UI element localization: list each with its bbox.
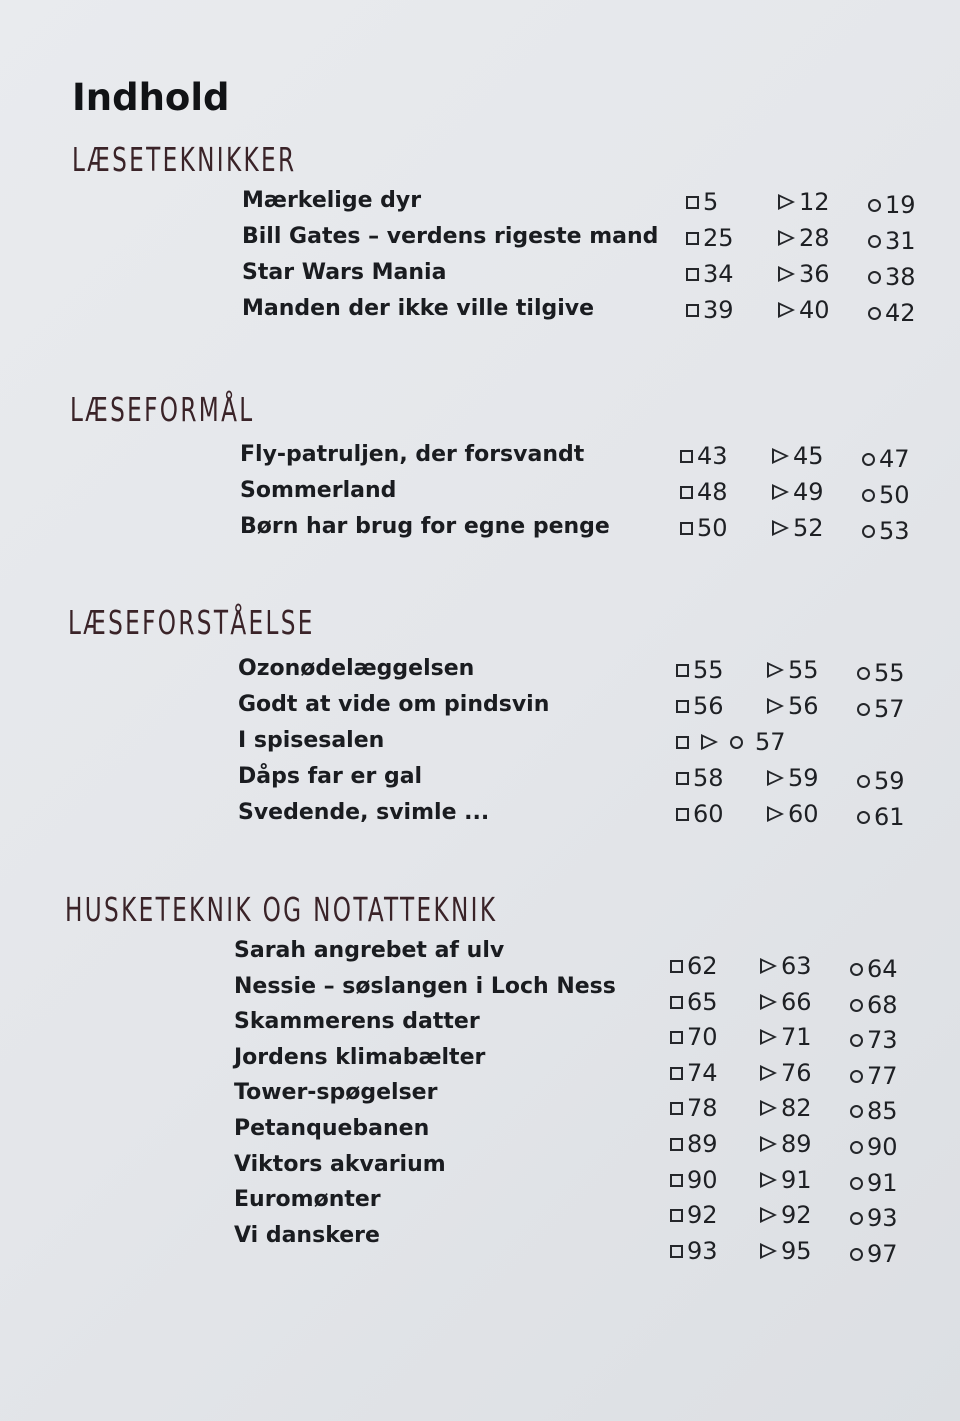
- triangle-outline-icon: [767, 770, 784, 786]
- circle-outline-icon: [868, 235, 881, 248]
- entry-title: Petanquebanen: [234, 1116, 430, 1141]
- square-outline-icon: [686, 268, 699, 281]
- entry-circle-ref: [850, 1133, 898, 1161]
- page-number: 57: [755, 728, 786, 756]
- square-outline-icon: [676, 664, 689, 677]
- entry-square-ref: [680, 478, 728, 506]
- entry-title: Godt at vide om pindsvin: [238, 692, 550, 717]
- circle-outline-icon: [850, 1070, 863, 1083]
- entry-circle-ref: [857, 695, 905, 723]
- entry-triangle-ref: [760, 1023, 812, 1051]
- triangle-outline-icon: [772, 520, 789, 536]
- square-outline-icon: [680, 450, 693, 463]
- circle-outline-icon: [857, 703, 870, 716]
- entry-square-ref: [680, 514, 728, 542]
- entry-circle-ref: [857, 767, 905, 795]
- section-heading: LÆSEFORMÅL: [70, 390, 255, 429]
- page-number: 19: [885, 191, 916, 219]
- square-outline-icon: [670, 1209, 683, 1222]
- page-number: 57: [874, 695, 905, 723]
- page-number: 64: [867, 955, 898, 983]
- entry-title: Svedende, svimle ...: [238, 800, 490, 825]
- square-outline-icon: [686, 196, 699, 209]
- entry-title: Fly-patruljen, der forsvandt: [240, 442, 585, 467]
- triangle-outline-icon: [772, 484, 789, 500]
- entry-square-ref: [670, 988, 718, 1016]
- page-number: 91: [781, 1166, 812, 1194]
- circle-outline-icon: [850, 1212, 863, 1225]
- triangle-outline-icon: [778, 230, 795, 246]
- square-outline-icon: [686, 304, 699, 317]
- page-number: 90: [867, 1133, 898, 1161]
- entry-title: Børn har brug for egne penge: [240, 514, 610, 539]
- page-number: 63: [781, 952, 812, 980]
- square-outline-icon: [670, 1245, 683, 1258]
- page-number: 39: [703, 296, 734, 324]
- page-number: 5: [703, 188, 719, 216]
- page-number: 92: [687, 1201, 718, 1229]
- circle-outline-icon: [857, 775, 870, 788]
- circle-outline-icon: [850, 999, 863, 1012]
- square-outline-icon: [670, 1138, 683, 1151]
- entry-title: I spisesalen: [238, 728, 385, 753]
- circle-outline-icon: [868, 307, 881, 320]
- page-number: 77: [867, 1062, 898, 1090]
- square-outline-icon: [670, 960, 683, 973]
- triangle-outline-icon: [767, 698, 784, 714]
- page-number: 52: [793, 514, 824, 542]
- entry-triangle-ref: [760, 1094, 812, 1122]
- triangle-outline-icon: [760, 1065, 777, 1081]
- triangle-outline-icon: [778, 266, 795, 282]
- page-number: 53: [879, 517, 910, 545]
- page-number: 91: [867, 1169, 898, 1197]
- circle-outline-icon: [730, 736, 743, 749]
- circle-outline-icon: [850, 1105, 863, 1118]
- page-number: 78: [687, 1094, 718, 1122]
- square-outline-icon: [670, 1102, 683, 1115]
- page-number: 60: [693, 800, 724, 828]
- entry-circle-ref: [850, 1240, 898, 1268]
- page-number: 89: [687, 1130, 718, 1158]
- circle-outline-icon: [862, 525, 875, 538]
- entry-title: Sarah angrebet af ulv: [234, 938, 505, 963]
- square-outline-icon: [670, 1067, 683, 1080]
- page-number: 90: [687, 1166, 718, 1194]
- page-number: 25: [703, 224, 734, 252]
- entry-square-ref: [670, 1094, 718, 1122]
- circle-outline-icon: [850, 1248, 863, 1261]
- entry-triangle-ref: [760, 1130, 812, 1158]
- triangle-outline-icon: [760, 1172, 777, 1188]
- entry-triangle-ref: [767, 656, 819, 684]
- page-number: 97: [867, 1240, 898, 1268]
- page-number: 45: [793, 442, 824, 470]
- entry-title: Dåps far er gal: [238, 764, 423, 789]
- page-number: 12: [799, 188, 830, 216]
- circle-outline-icon: [868, 271, 881, 284]
- entry-triangle-ref: [760, 1237, 812, 1265]
- page-number: 36: [799, 260, 830, 288]
- entry-square-ref: [676, 800, 724, 828]
- triangle-outline-icon: [767, 662, 784, 678]
- circle-outline-icon: [850, 1141, 863, 1154]
- entry-triangle-ref: [772, 442, 824, 470]
- page-number: 59: [874, 767, 905, 795]
- entry-title: Star Wars Mania: [242, 260, 447, 285]
- entry-title: Jordens klimabælter: [234, 1045, 486, 1070]
- square-outline-icon: [676, 700, 689, 713]
- triangle-outline-icon: [778, 194, 795, 210]
- entry-triangle-ref: [778, 188, 830, 216]
- page-number: 58: [693, 764, 724, 792]
- page-number: 82: [781, 1094, 812, 1122]
- square-outline-icon: [676, 772, 689, 785]
- triangle-outline-icon: [760, 994, 777, 1010]
- entry-title: Viktors akvarium: [234, 1152, 446, 1177]
- triangle-outline-icon: [760, 958, 777, 974]
- square-outline-icon: [670, 996, 683, 1009]
- triangle-outline-icon: [772, 448, 789, 464]
- entry-triangle-ref: [767, 800, 819, 828]
- page-number: 47: [879, 445, 910, 473]
- triangle-outline-icon: [760, 1207, 777, 1223]
- entry-triangle-ref: [760, 1201, 812, 1229]
- square-outline-icon: [670, 1031, 683, 1044]
- page-number: 42: [885, 299, 916, 327]
- page-number: 76: [781, 1059, 812, 1087]
- page-number: 68: [867, 991, 898, 1019]
- page-number: 74: [687, 1059, 718, 1087]
- circle-outline-icon: [868, 199, 881, 212]
- page-number: 43: [697, 442, 728, 470]
- entry-square-ref: [686, 188, 718, 216]
- page-number: 48: [697, 478, 728, 506]
- page-number: 70: [687, 1023, 718, 1051]
- combined-ref: [676, 728, 786, 756]
- entry-square-ref: [676, 692, 724, 720]
- square-outline-icon: [680, 486, 693, 499]
- entry-square-ref: [670, 1237, 718, 1265]
- page-number: 34: [703, 260, 734, 288]
- entry-circle-ref: [850, 1097, 898, 1125]
- entry-circle-ref: [868, 227, 916, 255]
- entry-triangle-ref: [778, 224, 830, 252]
- page-number: 73: [867, 1026, 898, 1054]
- page-number: 50: [879, 481, 910, 509]
- entry-title: Tower-spøgelser: [234, 1080, 438, 1105]
- square-outline-icon: [680, 522, 693, 535]
- square-outline-icon: [676, 808, 689, 821]
- circle-outline-icon: [850, 963, 863, 976]
- entry-triangle-ref: [760, 1059, 812, 1087]
- page-number: 93: [687, 1237, 718, 1265]
- entry-circle-ref: [868, 263, 916, 291]
- entry-circle-ref: [868, 299, 916, 327]
- entry-square-ref: [680, 442, 728, 470]
- entry-square-ref: [670, 952, 718, 980]
- circle-outline-icon: [857, 667, 870, 680]
- triangle-outline-icon: [760, 1243, 777, 1259]
- page-number: 95: [781, 1237, 812, 1265]
- entry-square-ref: [686, 296, 734, 324]
- entry-title: Bill Gates – verdens rigeste mand: [242, 224, 659, 249]
- page-number: 60: [788, 800, 819, 828]
- entry-circle-ref: [850, 1062, 898, 1090]
- page-number: 40: [799, 296, 830, 324]
- section-heading: LÆSETEKNIKKER: [72, 140, 297, 179]
- triangle-outline-icon: [778, 302, 795, 318]
- square-outline-icon: [676, 736, 689, 749]
- circle-outline-icon: [850, 1177, 863, 1190]
- page-number: 50: [697, 514, 728, 542]
- page-number: 71: [781, 1023, 812, 1051]
- page-title: Indhold: [72, 76, 230, 119]
- circle-outline-icon: [857, 811, 870, 824]
- circle-outline-icon: [862, 453, 875, 466]
- page-number: 55: [693, 656, 724, 684]
- entry-triangle-ref: [760, 1166, 812, 1194]
- entry-triangle-ref: [772, 514, 824, 542]
- square-outline-icon: [686, 232, 699, 245]
- triangle-outline-icon: [767, 806, 784, 822]
- entry-square-ref: [686, 224, 734, 252]
- entry-circle-ref: [862, 445, 910, 473]
- page-number: 93: [867, 1204, 898, 1232]
- section-heading: HUSKETEKNIK OG NOTATTEKNIK: [65, 890, 498, 929]
- page-number: 92: [781, 1201, 812, 1229]
- entry-square-ref: [670, 1201, 718, 1229]
- circle-outline-icon: [862, 489, 875, 502]
- page-number: 59: [788, 764, 819, 792]
- entry-title: Euromønter: [234, 1187, 381, 1212]
- entry-circle-ref: [862, 517, 910, 545]
- entry-triangle-ref: [778, 260, 830, 288]
- entry-circle-ref: [857, 659, 905, 687]
- entry-triangle-ref: [760, 988, 812, 1016]
- entry-title: Vi danskere: [234, 1223, 380, 1248]
- entry-triangle-ref: [767, 764, 819, 792]
- entry-square-ref: [670, 1166, 718, 1194]
- entry-title: Nessie – søslangen i Loch Ness: [234, 974, 616, 999]
- entry-title: Skammerens datter: [234, 1009, 480, 1034]
- triangle-outline-icon: [760, 1029, 777, 1045]
- entry-square-ref: [676, 656, 724, 684]
- entry-circle-ref: [850, 991, 898, 1019]
- page-number: 38: [885, 263, 916, 291]
- page-number: 56: [788, 692, 819, 720]
- entry-title: Sommerland: [240, 478, 397, 503]
- entry-title: Manden der ikke ville tilgive: [242, 296, 595, 321]
- page-number: 28: [799, 224, 830, 252]
- entry-triangle-ref: [772, 478, 824, 506]
- circle-outline-icon: [850, 1034, 863, 1047]
- entry-circle-ref: [857, 803, 905, 831]
- entry-square-ref: [670, 1059, 718, 1087]
- page-number: 55: [874, 659, 905, 687]
- page-number: 55: [788, 656, 819, 684]
- square-outline-icon: [670, 1174, 683, 1187]
- section-heading: LÆSEFORSTÅELSE: [68, 603, 315, 642]
- entry-circle-ref: [850, 955, 898, 983]
- entry-circle-ref: [850, 1026, 898, 1054]
- entry-circle-ref: [850, 1204, 898, 1232]
- entry-circle-ref: [850, 1169, 898, 1197]
- page-number: 85: [867, 1097, 898, 1125]
- page-number: 31: [885, 227, 916, 255]
- entry-title: Ozonødelæggelsen: [238, 656, 475, 681]
- page-number: 62: [687, 952, 718, 980]
- page-number: 56: [693, 692, 724, 720]
- entry-circle-ref: [868, 191, 916, 219]
- entry-square-ref: [670, 1130, 718, 1158]
- entry-circle-ref: [862, 481, 910, 509]
- triangle-outline-icon: [701, 734, 718, 750]
- entry-triangle-ref: [767, 692, 819, 720]
- triangle-outline-icon: [760, 1100, 777, 1116]
- entry-title: Mærkelige dyr: [242, 188, 422, 213]
- page-number: 49: [793, 478, 824, 506]
- entry-triangle-ref: [760, 952, 812, 980]
- page-number: 66: [781, 988, 812, 1016]
- triangle-outline-icon: [760, 1136, 777, 1152]
- entry-square-ref: [670, 1023, 718, 1051]
- entry-triangle-ref: [778, 296, 830, 324]
- page-number: 65: [687, 988, 718, 1016]
- page-number: 61: [874, 803, 905, 831]
- page-number: 89: [781, 1130, 812, 1158]
- entry-square-ref: [686, 260, 734, 288]
- entry-square-ref: [676, 764, 724, 792]
